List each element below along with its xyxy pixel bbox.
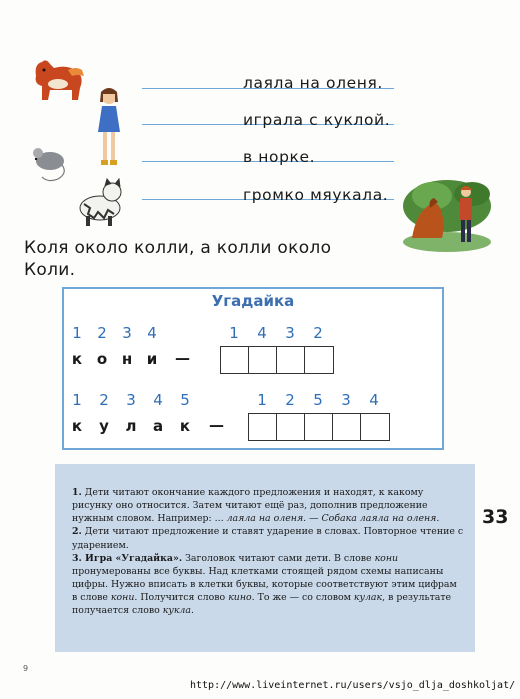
answer-boxes-row-1[interactable] — [220, 346, 334, 374]
target-number: 3 — [285, 324, 295, 342]
note-3: 3. Игра «Угадайка». Заголовок читают сами дети. В слове кони пронумерованы все буквы. Над клетками стоящей рядом схемы написаны цифры. Нужно вписать в клетки буквы, которые соответствуют этим цифрам в слове кони. Получится слово кино. То же — со словом кулак, в результате получается слово кукла. — [72, 552, 457, 617]
letter-number: 1 — [72, 324, 82, 342]
note-2: 2. Дети читают предложение и ставят ударение в словах. Повторное чтение с ударением. — [72, 526, 464, 551]
answer-cell[interactable] — [333, 414, 361, 440]
target-number: 1 — [229, 324, 239, 342]
letter-number: 1 — [72, 391, 82, 409]
sentence-mouse: в норке. — [243, 148, 316, 166]
sentence-cat: громко мяукала. — [243, 186, 389, 204]
letter-number: 4 — [147, 324, 157, 342]
teacher-notes-text — [72, 486, 464, 618]
boy-and-collie-illustration — [402, 176, 492, 254]
answer-cell[interactable] — [249, 414, 277, 440]
word-letter: к — [179, 417, 191, 435]
word-letter: и — [146, 350, 158, 368]
sentence-dog: лаяла на оленя. — [243, 74, 383, 92]
letter-number: 2 — [97, 324, 107, 342]
small-page-number: 9 — [23, 664, 29, 673]
target-number: 3 — [341, 391, 351, 409]
target-number: 4 — [369, 391, 379, 409]
letter-number: 5 — [180, 391, 190, 409]
teacher-notes-panel — [55, 464, 475, 652]
dog-illustration — [28, 56, 86, 104]
answer-cell[interactable] — [305, 414, 333, 440]
target-number: 4 — [257, 324, 267, 342]
target-number: 2 — [313, 324, 323, 342]
source-url: http://www.liveinternet.ru/users/vsjo_dlja_doshkoljat/ — [190, 680, 516, 691]
answer-boxes-row-2[interactable] — [248, 413, 390, 441]
word-letter: к — [71, 350, 83, 368]
word-letter: у — [99, 417, 109, 435]
answer-cell[interactable] — [361, 414, 389, 440]
page-number: 33 — [482, 506, 509, 528]
guessing-game-box — [62, 287, 444, 450]
cat-illustration — [70, 178, 126, 228]
answer-cell[interactable] — [277, 347, 305, 373]
word-letter: о — [96, 350, 108, 368]
target-number: 2 — [285, 391, 295, 409]
target-number: 5 — [313, 391, 323, 409]
dash: — — [209, 416, 224, 434]
note-1: 1. Дети читают окончание каждого предложения и находят, к какому рисунку оно относится. Затем читают ещё раз, дополнив предложение нужным словом. Например: ... лаяла на оленя. — Собака лаяла на оленя. — [72, 487, 440, 525]
letter-number: 3 — [126, 391, 136, 409]
girl-illustration — [93, 86, 125, 170]
word-letter: л — [125, 417, 137, 435]
tongue-twister-line-1: Коля около колли, а колли около — [24, 238, 332, 258]
tongue-twister-line-2: Коли. — [24, 260, 76, 280]
word-letter: а — [152, 417, 164, 435]
sentence-girl: играла с куклой. — [243, 111, 391, 129]
answer-cell[interactable] — [221, 347, 249, 373]
answer-cell[interactable] — [249, 347, 277, 373]
answer-cell[interactable] — [305, 347, 333, 373]
dash: — — [175, 349, 190, 367]
target-number: 1 — [257, 391, 267, 409]
word-letter: н — [121, 350, 133, 368]
letter-number: 2 — [99, 391, 109, 409]
letter-number: 3 — [122, 324, 132, 342]
mouse-illustration — [28, 143, 70, 183]
letter-number: 4 — [153, 391, 163, 409]
word-letter: к — [71, 417, 83, 435]
game-title: Угадайка — [211, 292, 295, 310]
answer-cell[interactable] — [277, 414, 305, 440]
